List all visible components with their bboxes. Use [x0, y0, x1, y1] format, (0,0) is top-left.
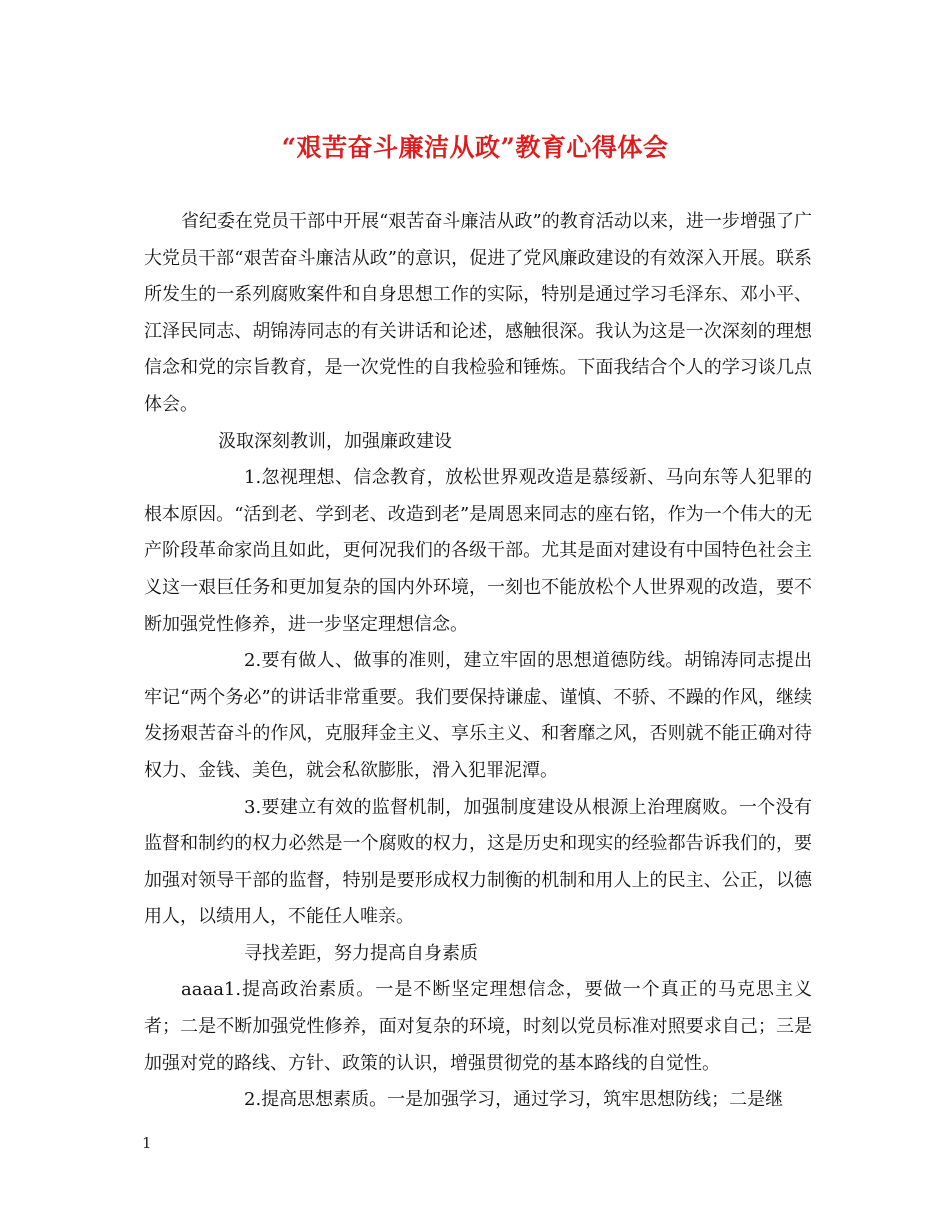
paragraph-ideological-quality: 2.提高思想素质。一是加强学习，通过学习，筑牢思想防线；二是继	[244, 1089, 784, 1111]
paragraph-item-1: 1.忽视理想、信念教育，放松世界观改造是慕绥新、马向东等人犯罪的根本原因。“活到老、学到老、改造到老”是周恩来同志的座右铭，作为一个伟大的无产阶段革命家尚且如此，更何况我们的各级干部。尤其是面对建设有中国特色社会主义这一艰巨任务和更加复杂的国内外环境，一刻也不能放松个人世界观的改造，要不断加强党性修养，进一步坚定理想信念。	[144, 467, 812, 635]
paragraph-political-quality: aaaa1.提高政治素质。一是不断坚定理想信念，要做一个真正的马克思主义者；二是不断加强党性修养，面对复杂的环境，时刻以党员标准对照要求自己；三是加强对党的路线、方针、政策的认识，增强贯彻党的基本路线的自觉性。	[144, 979, 812, 1074]
page-number: 1	[142, 1134, 152, 1152]
paragraph-item-2: 2.要有做人、做事的准则，建立牢固的思想道德防线。胡锦涛同志提出牢记“两个务必”的讲话非常重要。我们要保持谦虚、谨慎、不骄、不躁的作风，继续发扬艰苦奋斗的作风，克服拜金主义、享乐主义、和奢靡之风，否则就不能正确对待权力、金钱、美色，就会私欲膨胀，滑入犯罪泥潭。	[144, 650, 812, 781]
document-title: “艰苦奋斗廉洁从政”教育心得体会	[281, 133, 669, 162]
section-heading-gaps: 寻找差距，努力提高自身素质	[244, 942, 478, 964]
document-body	[144, 204, 812, 1119]
intro-paragraph: 省纪委在党员干部中开展“艰苦奋斗廉洁从政”的教育活动以来，进一步增强了广大党员干部“艰苦奋斗廉洁从政”的意识，促进了党风廉政建设的有效深入开展。联系所发生的一系列腐败案件和自身思想工作的实际，特别是通过学习毛泽东、邓小平、江泽民同志、胡锦涛同志的有关讲话和论述，感触很深。我认为这是一次深刻的理想信念和党的宗旨教育，是一次党性的自我检验和锤炼。下面我结合个人的学习谈几点体会。	[144, 211, 812, 415]
paragraph-item-3: 3.要建立有效的监督机制，加强制度建设从根源上治理腐败。一个没有监督和制约的权力必然是一个腐败的权力，这是历史和现实的经验都告诉我们的，要加强对领导干部的监督，特别是要形成权力制衡的机制和用人上的民主、公正，以德用人，以绩用人，不能任人唯亲。	[144, 796, 812, 928]
section-heading-lessons: 汲取深刻教训，加强廉政建设	[218, 430, 452, 452]
